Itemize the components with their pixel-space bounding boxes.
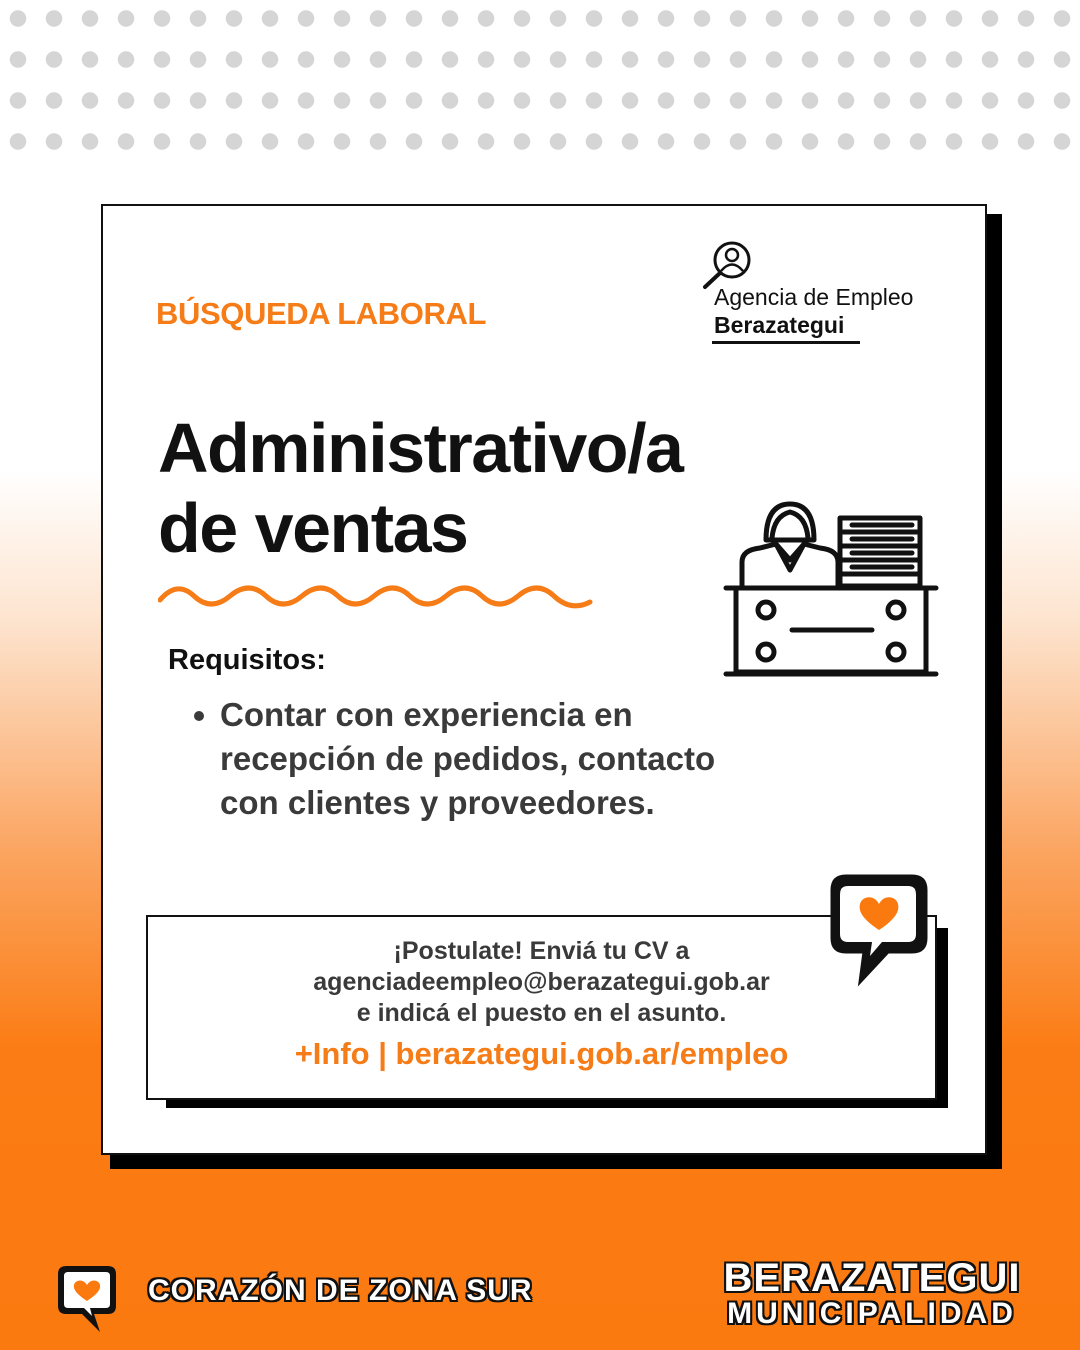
receptionist-desk-icon bbox=[722, 488, 942, 683]
requirement-item bbox=[188, 693, 788, 825]
agency-city: Berazategui bbox=[714, 312, 845, 338]
brand-name: BERAZATEGUI bbox=[723, 1256, 1021, 1300]
requirement-line3: con clientes y proveedores. bbox=[220, 784, 655, 821]
cta-email[interactable]: agenciadeempleo@berazategui.gob.ar bbox=[313, 968, 770, 996]
brand-subtitle: MUNICIPALIDAD bbox=[727, 1297, 1017, 1330]
job-title-line1: Administrativo/a bbox=[158, 409, 683, 487]
dot-pattern-decoration bbox=[0, 0, 1080, 160]
agency-underline bbox=[712, 341, 860, 344]
cta-line3: e indicá el puesto en el asunto. bbox=[356, 999, 727, 1027]
wave-divider bbox=[158, 580, 598, 612]
agency-logo bbox=[702, 240, 962, 350]
footer-slogan: CORAZÓN DE ZONA SUR bbox=[148, 1274, 533, 1307]
cta-line1: ¡Postulate! Enviá tu CV a bbox=[393, 937, 690, 965]
requirement-line2: recepción de pedidos, contacto bbox=[220, 740, 716, 777]
requirements-label: Requisitos: bbox=[168, 644, 326, 676]
agency-name: Agencia de Empleo bbox=[714, 284, 914, 310]
kicker-label: BÚSQUEDA LABORAL bbox=[156, 296, 486, 331]
heart-speech-bubble-icon bbox=[826, 872, 930, 988]
bullet-icon bbox=[194, 711, 204, 721]
requirement-line1: Contar con experiencia en bbox=[220, 696, 633, 733]
municipality-logo bbox=[716, 1258, 1028, 1330]
person-search-icon bbox=[702, 240, 762, 290]
heart-speech-bubble-icon bbox=[56, 1264, 118, 1334]
job-title-line2: de ventas bbox=[158, 489, 468, 567]
requirements-list bbox=[188, 693, 788, 825]
cta-info-link[interactable]: +Info | berazategui.gob.ar/empleo bbox=[294, 1036, 789, 1071]
